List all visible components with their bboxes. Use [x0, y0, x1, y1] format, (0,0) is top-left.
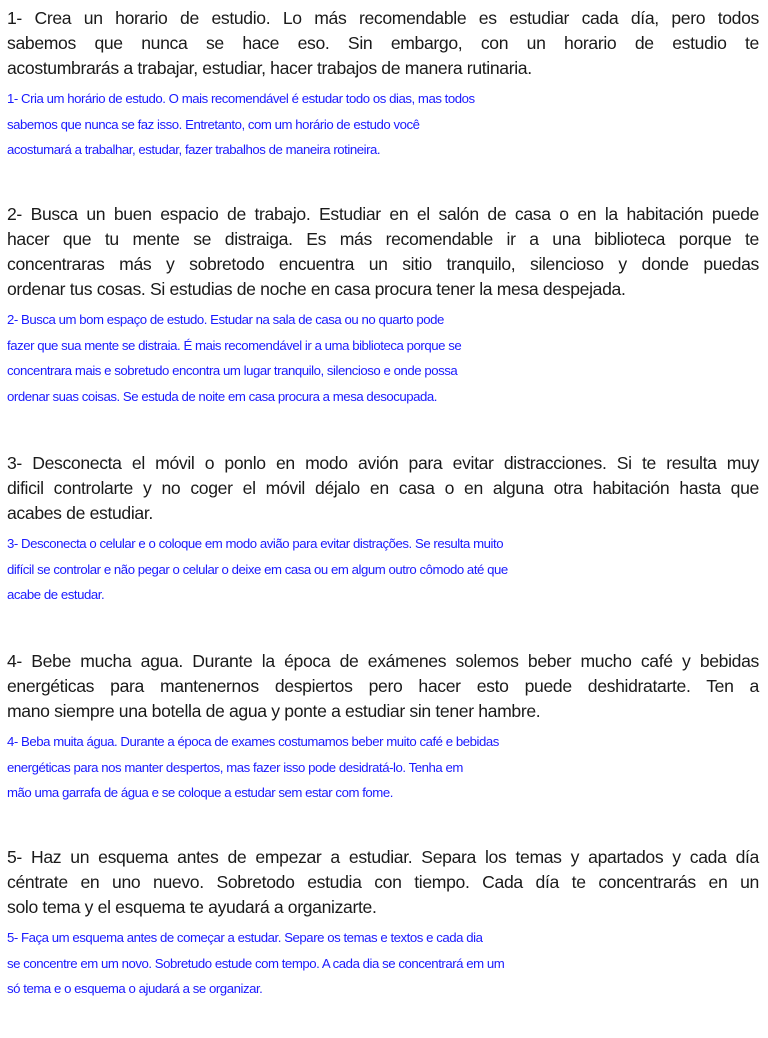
- spanish-line: mano siempre una botella de agua y ponte a estudiar sin tener hambre.: [7, 701, 541, 721]
- tip-1-portuguese-paragraph: [7, 86, 759, 163]
- tip-4-spanish-paragraph: [7, 649, 759, 724]
- tip-5: [7, 845, 759, 1002]
- spanish-line: sabemos que nunca se hace eso. Sin embargo, con un horario de estudio te: [7, 33, 759, 53]
- spanish-line: céntrate en uno nuevo. Sobretodo estudia con tiempo. Cada día te concentrarás en un: [7, 872, 759, 892]
- spanish-line: 4- Bebe mucha agua. Durante la época de exámenes solemos beber mucho café y bebidas: [7, 651, 759, 671]
- portuguese-line: mão uma garrafa de água e se coloque a estudar sem estar com fome.: [7, 785, 393, 800]
- spanish-line: concentraras más y sobretodo encuentra un sitio tranquilo, silencioso y donde puedas: [7, 254, 759, 274]
- portuguese-line: ordenar suas coisas. Se estuda de noite em casa procura a mesa desocupada.: [7, 388, 438, 404]
- spanish-line: 3- Desconecta el móvil o ponlo en modo avión para evitar distracciones. Si te resulta muy: [7, 453, 759, 473]
- portuguese-line: acostumará a trabalhar, estudar, fazer trabalhos de maneira rotineira.: [7, 142, 381, 157]
- portuguese-line: 5- Faça um esquema antes de começar a estudar. Separe os temas e textos e cada dia: [7, 930, 483, 945]
- portuguese-line: fazer que sua mente se distraia. É mais recomendável ir a uma biblioteca porque se: [7, 337, 462, 353]
- portuguese-line: concentrara mais e sobretudo encontra um lugar tranquilo, silencioso e onde possa: [7, 363, 458, 378]
- spanish-line: solo tema y el esquema te ayudará a organizarte.: [7, 897, 377, 917]
- portuguese-line: se concentre em um novo. Sobretudo estude com tempo. A cada dia se concentrará em um: [7, 955, 505, 971]
- tip-2-spanish-paragraph: [7, 202, 759, 302]
- tip-3-spanish-paragraph: [7, 451, 759, 526]
- spanish-line: ordenar tus cosas. Si estudias de noche en casa procura tener la mesa despejada.: [7, 279, 626, 299]
- portuguese-line: 4- Beba muita água. Durante a época de exames costumamos beber muito café e bebidas: [7, 734, 499, 749]
- spanish-line: hacer que tu mente se distraiga. Es más recomendable ir a una biblioteca porque te: [7, 229, 759, 249]
- portuguese-line: sabemos que nunca se faz isso. Entretanto, com um horário de estudo você: [7, 116, 420, 132]
- portuguese-line: energéticas para nos manter despertos, mas fazer isso pode desidratá-lo. Tenha em: [7, 759, 463, 775]
- spanish-line: dificil controlarte y no coger el móvil déjalo en casa o en alguna otra habitación hasta que: [7, 478, 759, 498]
- spanish-line: 1- Crea un horario de estudio. Lo más recomendable es estudiar cada día, pero todos: [7, 8, 759, 28]
- spanish-line: 2- Busca un buen espacio de trabajo. Estudiar en el salón de casa o en la habitación puede: [7, 204, 759, 224]
- tip-1-spanish-paragraph: [7, 6, 759, 81]
- portuguese-line: só tema e o esquema o ajudará a se organizar.: [7, 981, 263, 996]
- portuguese-line: 3- Desconecta o celular e o coloque em modo avião para evitar distrações. Se resulta muito: [7, 536, 504, 551]
- spanish-line: energéticas para mantenernos despiertos pero hacer esto puede deshidratarte. Ten a: [7, 676, 759, 696]
- tip-4: [7, 649, 759, 806]
- tip-2-portuguese-paragraph: [7, 307, 759, 409]
- spanish-line: acostumbrarás a trabajar, estudiar, hacer trabajos de manera rutinaria.: [7, 58, 532, 78]
- tip-1: [7, 6, 759, 163]
- portuguese-line: acabe de estudar.: [7, 587, 105, 602]
- tip-2: [7, 202, 759, 409]
- portuguese-line: 2- Busca um bom espaço de estudo. Estudar na sala de casa ou no quarto pode: [7, 312, 444, 327]
- tip-5-portuguese-paragraph: [7, 925, 759, 1002]
- tip-5-spanish-paragraph: [7, 845, 759, 920]
- tip-4-portuguese-paragraph: [7, 729, 759, 806]
- portuguese-line: 1- Cria um horário de estudo. O mais recomendável é estudar todo os dias, mas todos: [7, 91, 475, 106]
- tip-3-portuguese-paragraph: [7, 531, 759, 608]
- portuguese-line: difícil se controlar e não pegar o celular o deixe em casa ou em algum outro cômodo até que: [7, 561, 508, 577]
- tip-3: [7, 451, 759, 608]
- spanish-line: acabes de estudiar.: [7, 503, 153, 523]
- spanish-line: 5- Haz un esquema antes de empezar a estudiar. Separa los temas y apartados y cada día: [7, 847, 759, 867]
